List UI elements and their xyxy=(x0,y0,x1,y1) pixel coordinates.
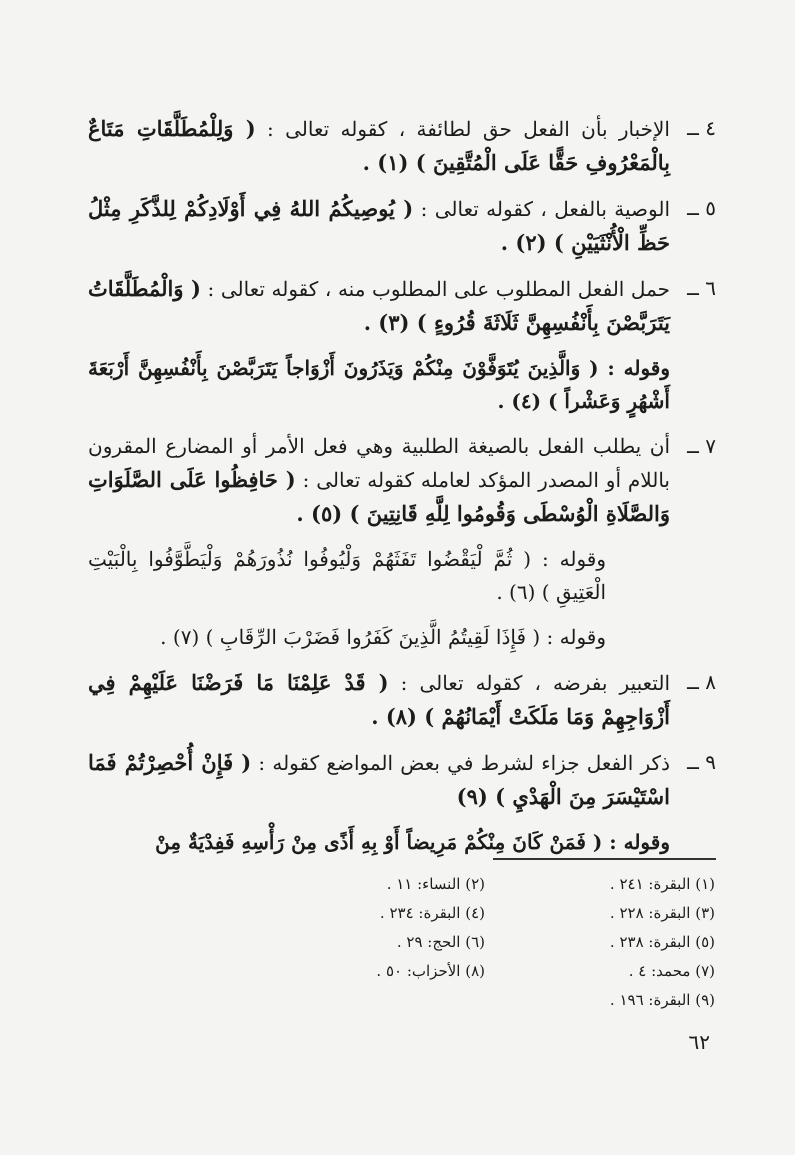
footnote-5: (٥) البقرة: ٢٣٨ . xyxy=(609,933,715,951)
list-item-9 xyxy=(88,746,716,814)
footnote-7: (٧) محمد: ٤ . xyxy=(628,962,715,980)
item-body xyxy=(88,192,670,260)
page-number: ٦٢ xyxy=(688,1030,710,1054)
item-body xyxy=(88,430,670,531)
quran-quote: ( حَافِظُوا عَلَى الصَّلَوَاتِ وَالصَّلَاةِ الْوُسْطَى وَقُومُوا لِلَّهِ قَانِتِينَ ) (٥) . xyxy=(88,467,670,526)
item-text: ذكر الفعل جزاء لشرط في بعض المواضع كقوله : xyxy=(251,751,670,775)
footnote-divider xyxy=(493,858,716,860)
footnote-3: (٣) البقرة: ٢٢٨ . xyxy=(609,904,715,922)
footnotes xyxy=(255,870,715,1015)
item-number: ٤ ــ xyxy=(687,116,716,140)
footnote-1: (١) البقرة: ٢٤١ . xyxy=(609,875,715,893)
list-item-6 xyxy=(88,272,716,340)
item-number: ٨ ــ xyxy=(687,670,716,694)
footnote-6: (٦) الحج: ٢٩ . xyxy=(396,933,485,951)
list-item-4 xyxy=(88,112,716,180)
quran-quote: ( قَدْ عَلِمْنَا مَا فَرَضْنَا عَلَيْهِمْ فِي أَزْوَاجِهِمْ وَمَا مَلَكَتْ أَيْمَانُهُمْ ) (٨) . xyxy=(88,670,670,729)
item-number: ٦ ــ xyxy=(687,276,716,300)
item-7-second-quote: وقوله : ( ثُمَّ لْيَقْضُوا تَفَثَهُمْ وَلْيُوفُوا نُذُورَهُمْ وَلْيَطَّوَّفُوا بِالْبَيْتِ الْعَتِيقِ ) (٦) . xyxy=(88,547,606,604)
item-body xyxy=(88,666,670,734)
quran-quote: ( يُوصِيكُمُ اللهُ فِي أَوْلَادِكُمْ لِلذَّكَرِ مِثْلُ حَظِّ الْأُنْثَيَيْنِ ) (٢) . xyxy=(88,196,670,255)
item-7-third-quote: وقوله : ( فَإِذَا لَقِيتُمُ الَّذِينَ كَفَرُوا فَضَرْبَ الرِّقَابِ ) (٧) . xyxy=(160,625,606,649)
item-body xyxy=(88,112,670,180)
item-body xyxy=(88,746,670,814)
item-text: حمل الفعل المطلوب على المطلوب منه ، كقوله تعالى : xyxy=(200,277,670,301)
quran-quote: ( وَالْمُطَلَّقَاتُ يَتَرَبَّصْنَ بِأَنْفُسِهِنَّ ثَلَاثَةَ قُرُوءٍ ) (٣) . xyxy=(88,276,670,335)
list-item-5 xyxy=(88,192,716,260)
item-number: ٩ ــ xyxy=(687,750,716,774)
footnote-8: (٨) الأحزاب: ٥٠ . xyxy=(376,962,485,980)
item-body xyxy=(88,272,670,340)
item-6-second-quote: وقوله : ( وَالَّذِينَ يُتَوَفَّوْنَ مِنْكُمْ وَيَذَرُونَ أَزْوَاجاً يَتَرَبَّصْنَ بِأَنْفُسِهِنَّ أَرْبَعَةَ أَشْهُرٍ وَعَشْراً ) (٤) . xyxy=(88,356,670,413)
item-number: ٧ ــ xyxy=(687,434,716,458)
item-9-second-quote: وقوله : ( فَمَنْ كَانَ مِنْكُمْ مَرِيضاً أَوْ بِهِ أَذًى مِنْ رَأْسِهِ فَفِدْيَةٌ مِنْ xyxy=(155,830,670,854)
main-text xyxy=(88,112,716,871)
item-text: الوصية بالفعل ، كقوله تعالى : xyxy=(413,197,670,221)
footnote-2: (٢) النساء: ١١ . xyxy=(386,875,485,893)
item-text: أن يطلب الفعل بالصيغة الطلبية وهي فعل الأمر أو المضارع المقرون باللام أو المصدر المؤكد لعامله كقوله تعالى : xyxy=(88,434,670,492)
quran-quote: ( وَلِلْمُطَلَّقَاتِ مَتَاعٌ بِالْمَعْرُوفِ حَقًّا عَلَى الْمُتَّقِينَ ) (١) . xyxy=(88,116,670,175)
item-text: التعبير بفرضه ، كقوله تعالى : xyxy=(388,671,670,695)
footnote-9: (٩) البقرة: ١٩٦ . xyxy=(609,991,715,1009)
footnote-4: (٤) البقرة: ٢٣٤ . xyxy=(379,904,485,922)
list-item-7 xyxy=(88,430,716,531)
list-item-8 xyxy=(88,666,716,734)
quran-quote: ( فَإِنْ أُحْصِرْتُمْ فَمَا اسْتَيْسَرَ مِنَ الْهَدْيِ ) (٩) xyxy=(88,750,670,809)
item-number: ٥ ــ xyxy=(687,196,716,220)
item-text: الإخبار بأن الفعل حق لطائفة ، كقوله تعالى : xyxy=(255,117,670,141)
